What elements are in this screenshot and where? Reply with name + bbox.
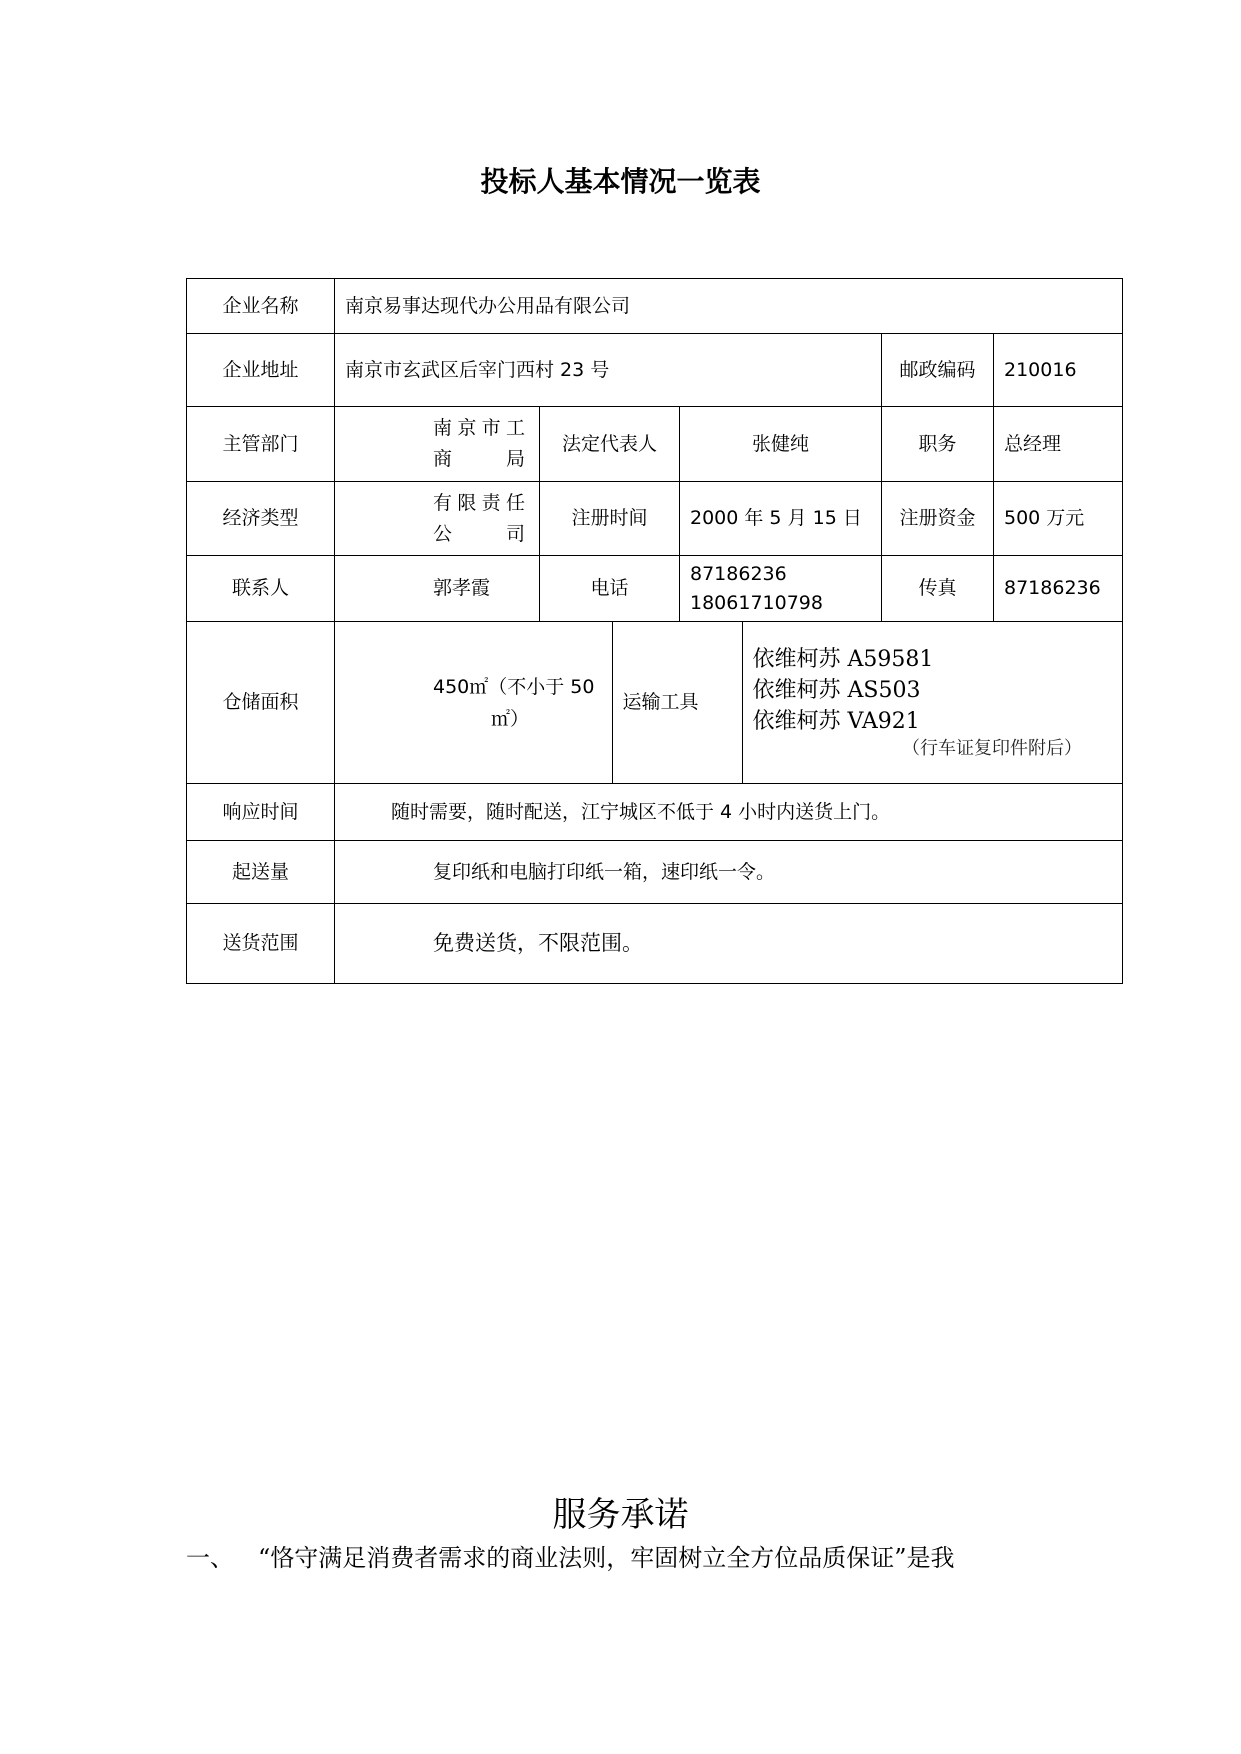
response-value: 随时需要，随时配送，江宁城区不低于 4 小时内送货上门。 — [335, 784, 1123, 841]
postcode-label: 邮政编码 — [882, 334, 994, 407]
vehicles-note: （行车证复印件附后） — [902, 738, 1082, 759]
phone-number-1: 87186236 — [690, 562, 787, 585]
storage-transport-subtable — [335, 622, 1122, 783]
dept-label: 主管部门 — [187, 407, 335, 482]
reg-capital-value: 500 万元 — [994, 482, 1123, 556]
service-heading: 服务承诺 — [552, 1495, 689, 1535]
vehicle-item: 依维柯苏 VA921 — [752, 709, 920, 734]
bidder-info-table — [186, 278, 1123, 984]
econ-type-value: 有限责任公司 — [335, 482, 540, 556]
reg-time-value: 2000 年 5 月 15 日 — [680, 482, 882, 556]
position-label: 职务 — [882, 407, 994, 482]
row-contact — [187, 556, 1123, 622]
phone-value — [680, 556, 882, 622]
service-paragraph — [186, 1538, 1126, 1573]
phone-label: 电话 — [540, 556, 680, 622]
transport-label: 运输工具 — [612, 622, 742, 783]
dept-value: 南京市工商局 — [335, 407, 540, 482]
legal-rep-value: 张健纯 — [680, 407, 882, 482]
econ-type-label: 经济类型 — [187, 482, 335, 556]
contact-value: 郭孝霞 — [335, 556, 540, 622]
row-dept — [187, 407, 1123, 482]
fax-value: 87186236 — [994, 556, 1123, 622]
min-order-label: 起送量 — [187, 841, 335, 904]
row-address — [187, 334, 1123, 407]
service-item-text: “恪守满足消费者需求的商业法则，牢固树立全方位品质保证”是我 — [258, 1544, 955, 1572]
row-response — [187, 784, 1123, 841]
vehicles-list — [742, 622, 1122, 783]
storage-label: 仓储面积 — [187, 622, 335, 784]
vehicle-item: 依维柯苏 A59581 — [752, 647, 934, 672]
storage-transport-cell — [335, 622, 1123, 784]
delivery-value: 免费送货，不限范围。 — [335, 904, 1123, 984]
address-value: 南京市玄武区后宰门西村 23 号 — [335, 334, 882, 407]
contact-label: 联系人 — [187, 556, 335, 622]
phone-number-2: 18061710798 — [690, 591, 823, 614]
row-min-order — [187, 841, 1123, 904]
postcode-value: 210016 — [994, 334, 1123, 407]
vehicle-item: 依维柯苏 AS503 — [752, 678, 921, 703]
storage-line-1: 450㎡（不小于 50 — [433, 675, 595, 698]
storage-line-2: ㎡） — [491, 707, 530, 730]
row-company-name — [187, 279, 1123, 334]
min-order-value: 复印纸和电脑打印纸一箱，速印纸一令。 — [335, 841, 1123, 904]
company-name-value: 南京易事达现代办公用品有限公司 — [335, 279, 1123, 334]
response-label: 响应时间 — [187, 784, 335, 841]
company-name-label: 企业名称 — [187, 279, 335, 334]
address-label: 企业地址 — [187, 334, 335, 407]
fax-label: 传真 — [882, 556, 994, 622]
position-value: 总经理 — [994, 407, 1123, 482]
row-delivery — [187, 904, 1123, 984]
page-title: 投标人基本情况一览表 — [480, 165, 761, 198]
list-number: 一、 — [186, 1544, 234, 1572]
storage-value — [335, 622, 612, 783]
row-econ — [187, 482, 1123, 556]
legal-rep-label: 法定代表人 — [540, 407, 680, 482]
reg-capital-label: 注册资金 — [882, 482, 994, 556]
row-storage — [187, 622, 1123, 784]
reg-time-label: 注册时间 — [540, 482, 680, 556]
delivery-label: 送货范围 — [187, 904, 335, 984]
